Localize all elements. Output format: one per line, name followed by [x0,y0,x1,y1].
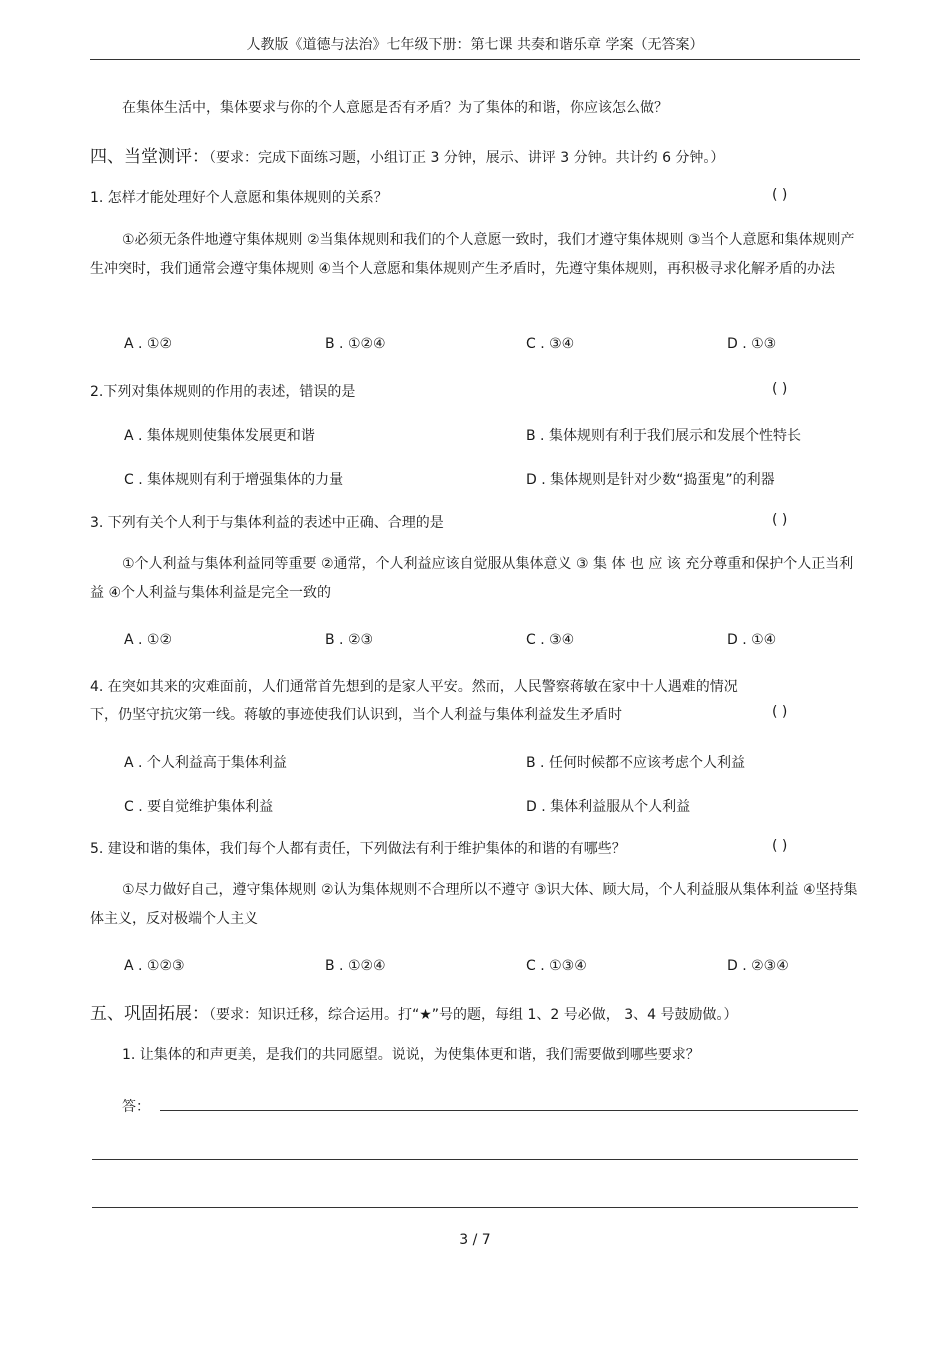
q2-option-d: D . 集体规则是针对少数“捣蛋鬼”的利器 [526,472,775,488]
section4-title: 四、当堂测评： [90,147,209,167]
exercise1-question: 1. 让集体的和声更美，是我们的共同愿望。说说，为使集体更和谐，我们需要做到哪些要求？ [122,1047,700,1063]
q2-answer-paren: ( ) [772,381,788,397]
q2-stem: 2.下列对集体规则的作用的表述，错误的是 [90,384,356,400]
q4-option-a: A . 个人利益高于集体利益 [124,755,287,771]
page-number: 3 / 7 [459,1232,491,1248]
q5-answer-paren: ( ) [772,838,788,854]
answer-line-3 [92,1207,858,1208]
section4-heading [90,142,724,167]
section5-requirement: （要求：知识迁移，综合运用。打“★”号的题，每组 1、2 号必做， 3、4 号鼓励做。） [209,1007,738,1023]
q5-option-c: C . ①③④ [526,958,587,974]
q3-option-b: B . ②③ [325,632,374,648]
q1-option-a: A . ①② [124,336,173,352]
intro-question: 在集体生活中，集体要求与你的个人意愿是否有矛盾？为了集体的和谐，你应该怎么做？ [122,100,668,116]
q5-option-d: D . ②③④ [727,958,789,974]
q4-stem-line2: 下，仍坚守抗灾第一线。蒋敏的事迹使我们认识到，当个人利益与集体利益发生矛盾时 [90,707,622,723]
q5-option-b: B . ①②④ [325,958,386,974]
answer-line-1 [160,1110,858,1111]
q3-statements: ①个人利益与集体利益同等重要 ②通常，个人利益应该自觉服从集体意义 ③ 集 体 也 应 该 充分尊重和保护个人正当利益 ④个人利益与集体利益是完全一致的 [90,556,854,601]
q2-option-c: C . 集体规则有利于增强集体的力量 [124,472,344,488]
q1-option-d: D . ①③ [727,336,777,352]
header-rule [90,59,860,60]
q5-option-a: A . ①②③ [124,958,185,974]
page-header: 人教版《道德与法治》七年级下册：第七课 共奏和谐乐章 学案（无答案） [246,37,704,53]
q4-answer-paren: ( ) [772,704,788,720]
q1-option-b: B . ①②④ [325,336,386,352]
q4-stem-line1: 4. 在突如其来的灾难面前，人们通常首先想到的是家人平安。然而，人民警察蒋敏在家中十人遇难的情况 [90,679,738,695]
q1-option-c: C . ③④ [526,336,575,352]
q3-option-a: A . ①② [124,632,173,648]
q4-option-b: B . 任何时候都不应该考虑个人利益 [526,755,745,771]
q3-answer-paren: ( ) [772,512,788,528]
q5-statements: ①尽力做好自己，遵守集体规则 ②认为集体规则不合理所以不遵守 ③识大体、顾大局，个人利益服从集体利益 ④坚持集体主义，反对极端个人主义 [90,882,858,927]
q1-statements: ①必须无条件地遵守集体规则 ②当集体规则和我们的个人意愿一致时，我们才遵守集体规则 ③当个人意愿和集体规则产生冲突时，我们通常会遵守集体规则 ④当个人意愿和集体规则产生矛盾时，先遵守集体规则，再积极寻求化解矛盾的办法 [90,232,855,277]
section5-heading [90,999,737,1024]
q3-stem: 3. 下列有关个人利于与集体利益的表述中正确、合理的是 [90,515,444,531]
section4-requirement: （要求：完成下面练习题，小组订正 3 分钟，展示、讲评 3 分钟。共计约 6 分钟。） [209,150,725,166]
section5-title: 五、巩固拓展： [90,1004,209,1024]
q4-option-c: C . 要自觉维护集体利益 [124,799,274,815]
q3-option-d: D . ①④ [727,632,777,648]
answer-line-2 [92,1159,858,1160]
q1-stem: 1. 怎样才能处理好个人意愿和集体规则的关系？ [90,190,388,206]
q4-option-d: D . 集体利益服从个人利益 [526,799,691,815]
exercise1-answer-label: 答： [122,1099,150,1115]
q2-option-b: B . 集体规则有利于我们展示和发展个性特长 [526,428,801,444]
q2-option-a: A . 集体规则使集体发展更和谐 [124,428,315,444]
q3-option-c: C . ③④ [526,632,575,648]
q5-stem: 5. 建设和谐的集体，我们每个人都有责任，下列做法有利于维护集体的和谐的有哪些？ [90,841,626,857]
q1-answer-paren: ( ) [772,187,788,203]
